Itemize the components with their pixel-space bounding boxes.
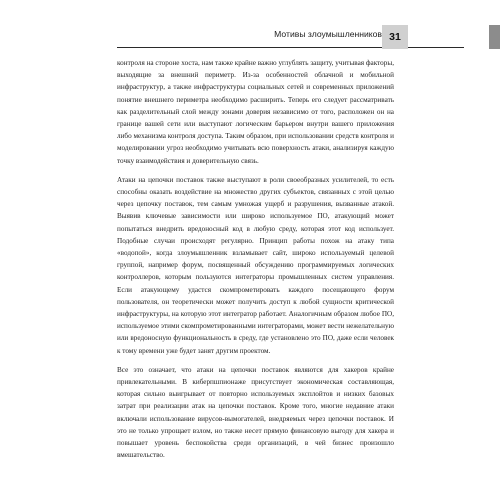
page-number: 31 [382,25,408,49]
thumb-tab [489,25,500,49]
header-rule [117,47,464,48]
paragraph-2: Атаки на цепочки поставок также выступают в роли своеобразных усилителей, то есть способны оказать воздействие на множество других субъектов, связанных с этой целью через цепочку поставок, тем самым умножая ущерб и разрушения, вызванные атакой. Выявив ключевые зависимости или широко используемое ПО, атакующий может попытаться внедрить вредоносный код в любую среду, которая этот код использует. Подобные случаи происходят регулярно. Принцип работы похож на атаку типа «водопой», когда злоумышленник взламывает сайт, широко используемый целевой группой, например форум, посвященный обсуждению программируемых логических контроллеров, которым пользуются интеграторы промышленных систем управления. Если атакующему удастся скомпрометировать каждого посещающего форум пользователя, он теоретически может получить доступ к любой сущности критической инфраструктуры, на которую этот интегратор работает. Аналогичным образом любое ПО, используемое этими скомпрометированными интеграторами, может вести нежелательную или вредоносную функциональность в среду, где установлено это ПО, даже если человек к тому времени уже будет занят другим проектом. [117,175,394,355]
running-head: Мотивы злоумышленников [274,29,382,39]
page-header [0,25,500,49]
paragraph-1: контроля на стороне хоста, нам также крайне важно углублять защиту, учитывая факторы, выходящие за внешний периметр. Из-за особенностей облачной и мобильной инфраструктур, а также инфраструктуры социальных сетей и современных приложений понятие внешнего периметра необходимо расширить. Теперь его следует рассматривать как разделительный слой между зонами доверия независимо от того, расположен он на границе вашей сети или выступают логическим барьером внутри вашего приложения либо механизма контроля доступа. Таким образом, при использовании средств контроля и моделировании угроз необходимо учитывать всю поверхность атаки, анализируя каждую точку взаимодействия и доверительную связь. [117,59,394,165]
body-text [117,57,394,469]
paragraph-3: Все это означает, что атаки на цепочки поставок являются для хакеров крайне привлекательными. В киберпшпионаже присутствует экономическая составляющая, которая сильно выигрывает от повторно используемых эксплойтов и низких базовых затрат при реализации атак на цепочки поставок. Кроме того, многие недавние атаки включали использование вирусов-вымогателей, внедряемых через цепочки поставок. И это не только упрощает взлом, но также несет прямую финансовую выгоду для хакера и повышает уровень беспокойства среди организаций, в чей бизнес произошло вмешательство. [117,365,394,460]
